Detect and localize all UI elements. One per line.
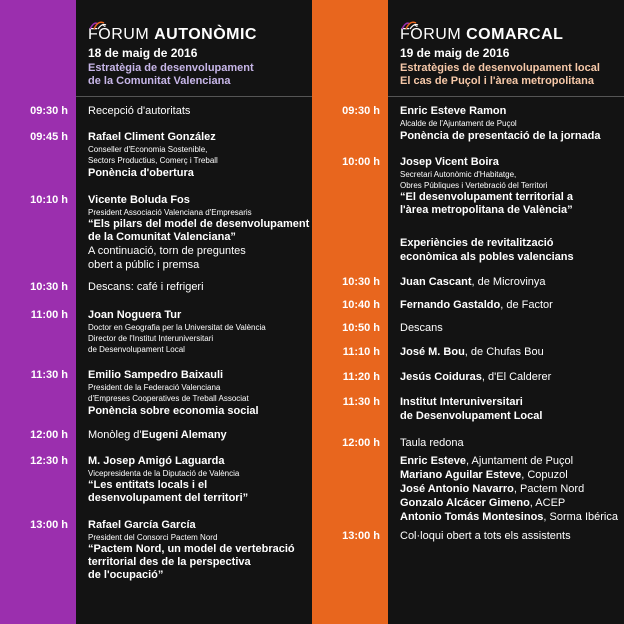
panelist xyxy=(400,468,624,482)
speaker-role: Conseller d'Economia Sostenible, xyxy=(88,145,208,154)
talk-quote: de la Comunitat Valenciana” xyxy=(88,231,236,243)
row-text-bold: Juan Cascant xyxy=(400,276,472,288)
row-text: Descans: café i refrigeri xyxy=(88,281,204,293)
subtitle-line: El cas de Puçol i l'àrea metropolitana xyxy=(400,75,594,87)
speaker-role: Secretari Autonòmic d'Habitatge, xyxy=(400,170,517,179)
talk-quote: l'àrea metropolitana de València” xyxy=(400,204,573,216)
logo-prefix: FÒRUM xyxy=(88,26,150,43)
row-time: 09:30 h xyxy=(30,105,68,117)
row-time: 10:30 h xyxy=(30,281,68,293)
forum-logo xyxy=(88,26,388,44)
logo-word: AUTONÒMIC xyxy=(154,26,257,43)
talk-title: Ponència de presentació de la jornada xyxy=(400,130,601,142)
panelist-name: Mariano Aguilar Esteve xyxy=(400,469,522,481)
row-text-post: , d'El Calderer xyxy=(481,371,552,383)
logo-arcs-icon xyxy=(401,20,419,30)
forum-autonomic-header xyxy=(88,26,388,44)
panelist-org: , Ajuntament de Puçol xyxy=(466,455,574,467)
subtitle-line: Estratègies de desenvolupament local xyxy=(400,62,600,74)
row-text xyxy=(400,370,624,384)
row-time: 10:50 h xyxy=(342,322,380,334)
row-text-bold: Eugeni Alemany xyxy=(141,429,227,441)
speaker-role: Alcalde de l'Ajuntament de Puçol xyxy=(400,119,517,128)
row-time: 13:00 h xyxy=(342,530,380,542)
talk-quote: “Els pilars del model de desenvolupament xyxy=(88,218,310,230)
row-text-post: , de Chufas Bou xyxy=(464,346,544,358)
talk-quote: territorial des de la perspectiva xyxy=(88,556,251,568)
speaker-name: Vicente Boluda Fos xyxy=(88,194,190,206)
row-time: 11:00 h xyxy=(30,309,68,321)
speaker-role: Obres Públiques i Vertebració del Territori xyxy=(400,181,548,190)
subtitle-line: de la Comunitat Valenciana xyxy=(88,75,231,87)
header-divider xyxy=(388,96,624,97)
row-text xyxy=(400,298,624,312)
speaker-name: Emilio Sampedro Baixauli xyxy=(88,369,224,381)
speaker-role: Sectors Productius, Comerç i Treball xyxy=(88,156,218,165)
event-subtitle xyxy=(400,62,600,88)
row-text-post: , de Factor xyxy=(500,299,553,311)
speaker-name: M. Josep Amigó Laguarda xyxy=(88,455,225,467)
speaker-role: President de la Federació Valenciana xyxy=(88,383,221,392)
row-text: Recepció d'autoritats xyxy=(88,105,191,117)
logo-word: COMARCAL xyxy=(466,26,564,43)
event-date: 18 de maig de 2016 xyxy=(88,46,198,60)
row-text-bold: Jesús Coiduras xyxy=(400,371,482,383)
section-heading-line: econòmica als pobles valencians xyxy=(400,251,574,263)
talk-quote: “El desenvolupament territorial a xyxy=(400,191,573,203)
talk-quote: “Les entitats locals i el xyxy=(88,479,208,491)
row-text xyxy=(400,275,624,289)
row-time: 09:30 h xyxy=(342,105,380,117)
row-text-post: , de Microvinya xyxy=(471,276,546,288)
section-heading-line: Experiències de revitalització xyxy=(400,237,554,249)
talk-quote: desenvolupament del territori” xyxy=(88,492,249,504)
panelist xyxy=(400,496,624,510)
row-time: 10:30 h xyxy=(342,276,380,288)
event-date: 19 de maig de 2016 xyxy=(400,46,510,60)
row-time: 12:30 h xyxy=(30,455,68,467)
row-text: Descans xyxy=(400,322,443,334)
row-text-pre: Monòleg d' xyxy=(88,429,142,441)
row-time: 12:00 h xyxy=(30,429,68,441)
row-time: 11:30 h xyxy=(30,369,68,381)
panelist-name: Enric Esteve xyxy=(400,455,467,467)
speaker-name: Josep Vicent Boira xyxy=(400,156,499,168)
row-time: 11:10 h xyxy=(342,346,380,358)
panelist xyxy=(400,482,624,496)
logo-arcs-icon xyxy=(89,20,107,30)
talk-quote: de l'ocupació” xyxy=(88,569,164,581)
talk-title: Ponència d'obertura xyxy=(88,167,194,179)
speaker-name: Joan Noguera Tur xyxy=(88,309,182,321)
row-text xyxy=(88,428,312,442)
row-time: 12:00 h xyxy=(342,437,380,449)
header-divider xyxy=(76,96,312,97)
panelist-name: Gonzalo Alcácer Gimeno xyxy=(400,497,530,509)
subtitle-line: Estratègia de desenvolupament xyxy=(88,62,254,74)
panelist xyxy=(400,454,624,468)
speaker-role: President Associació Valenciana d'Empresaris xyxy=(88,208,252,217)
row-time: 11:30 h xyxy=(342,396,380,408)
panelist-name: José Antonio Navarro xyxy=(400,483,514,495)
speaker-role: Doctor en Geografia per la Universitat de València xyxy=(88,323,266,332)
logo-prefix: FÒRUM xyxy=(400,26,462,43)
speaker-name: Enric Esteve Ramon xyxy=(400,105,507,117)
panelist-org: , ACEP xyxy=(529,497,566,509)
speaker-role: President del Consorci Pactem Nord xyxy=(88,533,218,542)
panelist-org: , Copuzol xyxy=(521,469,568,481)
speaker-role: de Desenvolupament Local xyxy=(88,345,185,354)
row-time: 09:45 h xyxy=(30,131,68,143)
row-time: 10:00 h xyxy=(342,156,380,168)
forum-comarcal-header xyxy=(400,26,624,44)
panelist xyxy=(400,510,624,524)
panelist-org: , Pactem Nord xyxy=(513,483,585,495)
talk-quote: “Pactem Nord, un model de vertebració xyxy=(88,543,295,555)
row-time: 13:00 h xyxy=(30,519,68,531)
row-text: Col·loqui obert a tots els assistents xyxy=(400,530,571,542)
row-text-bold: José M. Bou xyxy=(400,346,465,358)
row-text xyxy=(400,345,624,359)
row-extra: obert a públic i premsa xyxy=(88,259,200,271)
event-subtitle xyxy=(88,62,254,88)
row-time: 11:20 h xyxy=(342,371,380,383)
speaker-name: Rafael García García xyxy=(88,519,196,531)
panelist-org: , Sorma Ibérica xyxy=(543,511,618,523)
speaker-name: Rafael Climent González xyxy=(88,131,216,143)
row-extra: A continuació, torn de preguntes xyxy=(88,245,246,257)
institution-name: Institut Interuniversitari xyxy=(400,396,523,408)
row-text-bold: Fernando Gastaldo xyxy=(400,299,501,311)
row-text: Taula redona xyxy=(400,437,464,449)
row-time: 10:40 h xyxy=(342,299,380,311)
speaker-role: Vicepresidenta de la Diputació de València xyxy=(88,469,240,478)
row-time: 10:10 h xyxy=(30,194,68,206)
talk-title: Ponència sobre economia social xyxy=(88,405,259,417)
panelist-name: Antonio Tomás Montesinos xyxy=(400,511,544,523)
institution-name: de Desenvolupament Local xyxy=(400,410,543,422)
forum-logo xyxy=(400,26,624,44)
speaker-role: Director de l'Institut Interuniversitari xyxy=(88,334,214,343)
speaker-role: d'Empreses Cooperatives de Treball Associat xyxy=(88,394,249,403)
